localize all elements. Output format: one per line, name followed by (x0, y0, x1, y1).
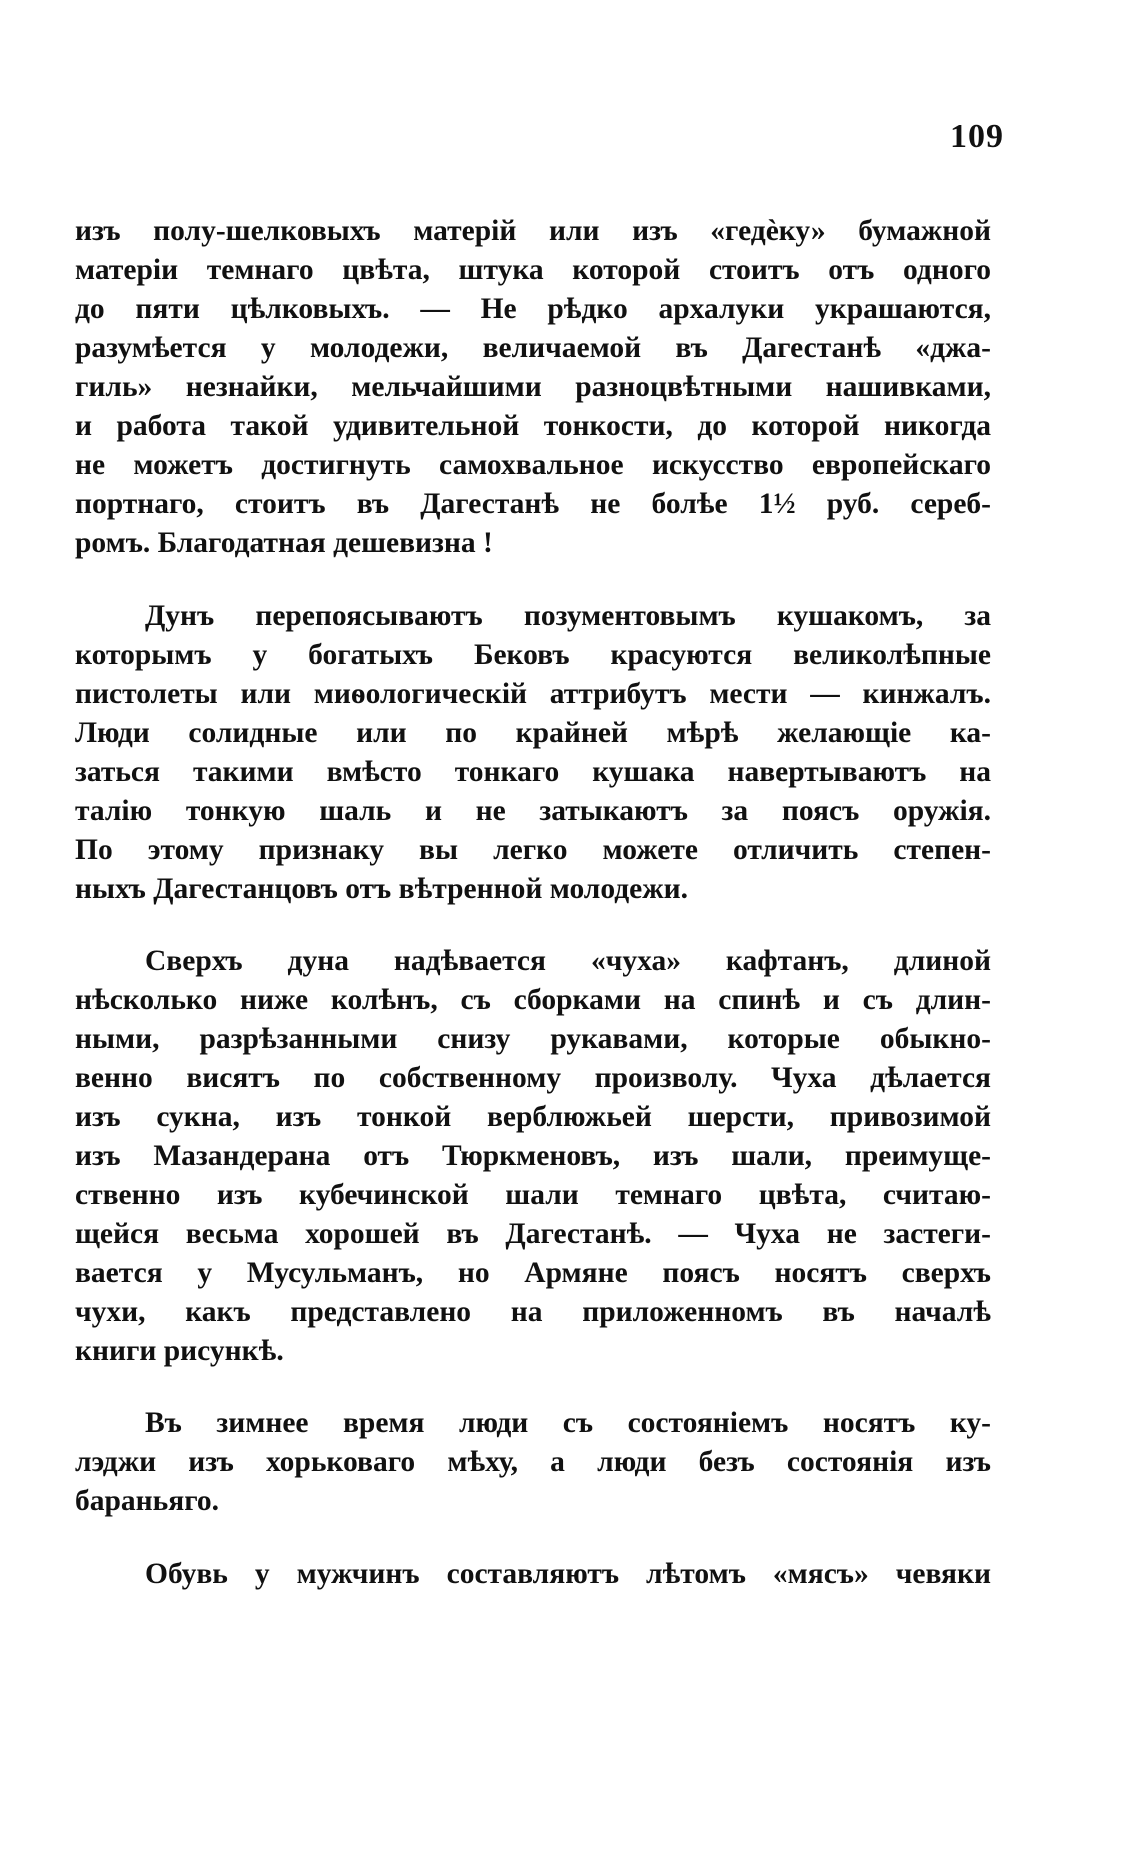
text-line: Сверхъ дуна надѣвается «чуха» кафтанъ, длиной (145, 945, 991, 977)
text-line: ромъ. Благодатная дешевизна ! (75, 527, 493, 559)
text-line: нѣсколько ниже колѣнъ, съ сборками на спинѣ и съ длин- (75, 984, 991, 1016)
text-line: чухи, какъ представлено на приложенномъ въ началѣ (75, 1296, 991, 1328)
paragraph-5 (75, 1555, 991, 1594)
text-line: Люди солидные или по крайней мѣрѣ желающіе ка- (75, 717, 991, 749)
text-line: изъ Мазандерана отъ Тюркменовъ, изъ шали, преимуще- (75, 1140, 991, 1172)
page-number: 109 (950, 118, 1004, 155)
text-line: бараньяго. (75, 1485, 219, 1517)
text-line: Обувь у мужчинъ составляютъ лѣтомъ «мясъ» чевяки (145, 1558, 991, 1590)
text-line: которымъ у богатыхъ Бековъ красуются великолѣпные (75, 639, 991, 671)
text-line: Въ зимнее время люди съ состояніемъ носятъ ку- (145, 1407, 991, 1439)
text-line: не можетъ достигнуть самохвальное искусство европейскаго (75, 449, 991, 481)
paragraph-2 (75, 597, 991, 909)
text-line: По этому признаку вы легко можете отличить степен- (75, 834, 991, 866)
text-line: щейся весьма хорошей въ Дагестанѣ. — Чуха не застеги- (75, 1218, 991, 1250)
paragraph-3 (75, 942, 991, 1371)
text-line: ныхъ Дагестанцовъ отъ вѣтренной молодежи. (75, 873, 689, 905)
text-line: книги рисункѣ. (75, 1335, 284, 1367)
text-line: и работа такой удивительной тонкости, до которой никогда (75, 410, 991, 442)
text-line: лэджи изъ хорьковаго мѣху, а люди безъ состоянія изъ (75, 1446, 991, 1478)
paragraph-1 (75, 212, 991, 563)
text-line: Дунъ перепоясываютъ позументовымъ кушакомъ, за (145, 600, 991, 632)
text-line: изъ сукна, изъ тонкой верблюжьей шерсти, привозимой (75, 1101, 991, 1133)
text-line: венно висятъ по собственному произволу. Чуха дѣлается (75, 1062, 991, 1094)
text-line: разумѣется у молодежи, величаемой въ Дагестанѣ «джа- (75, 332, 991, 364)
text-line: ными, разрѣзанными снизу рукавами, которые обыкно- (75, 1023, 991, 1055)
text-line: пистолеты или миѳологическій аттрибутъ мести — кинжалъ. (75, 678, 991, 710)
text-line: вается у Мусульманъ, но Армяне поясъ носятъ сверхъ (75, 1257, 991, 1289)
text-line: до пяти цѣлковыхъ. — Не рѣдко архалуки украшаются, (75, 293, 991, 325)
paragraph-4 (75, 1404, 991, 1521)
text-line: изъ полу-шелковыхъ матерій или изъ «гедѐку» бумажной (75, 215, 991, 247)
text-line: матеріи темнаго цвѣта, штука которой стоитъ отъ одного (75, 254, 991, 286)
text-line: гиль» незнайки, мельчайшими разноцвѣтными нашивками, (75, 371, 991, 403)
text-line: ственно изъ кубечинской шали темнаго цвѣта, считаю- (75, 1179, 991, 1211)
text-line: талію тонкую шаль и не затыкаютъ за поясъ оружія. (75, 795, 991, 827)
text-line: портнаго, стоитъ въ Дагестанѣ не болѣе 1½ руб. сереб- (75, 488, 991, 520)
text-line: заться такими вмѣсто тонкаго кушака навертываютъ на (75, 756, 991, 788)
